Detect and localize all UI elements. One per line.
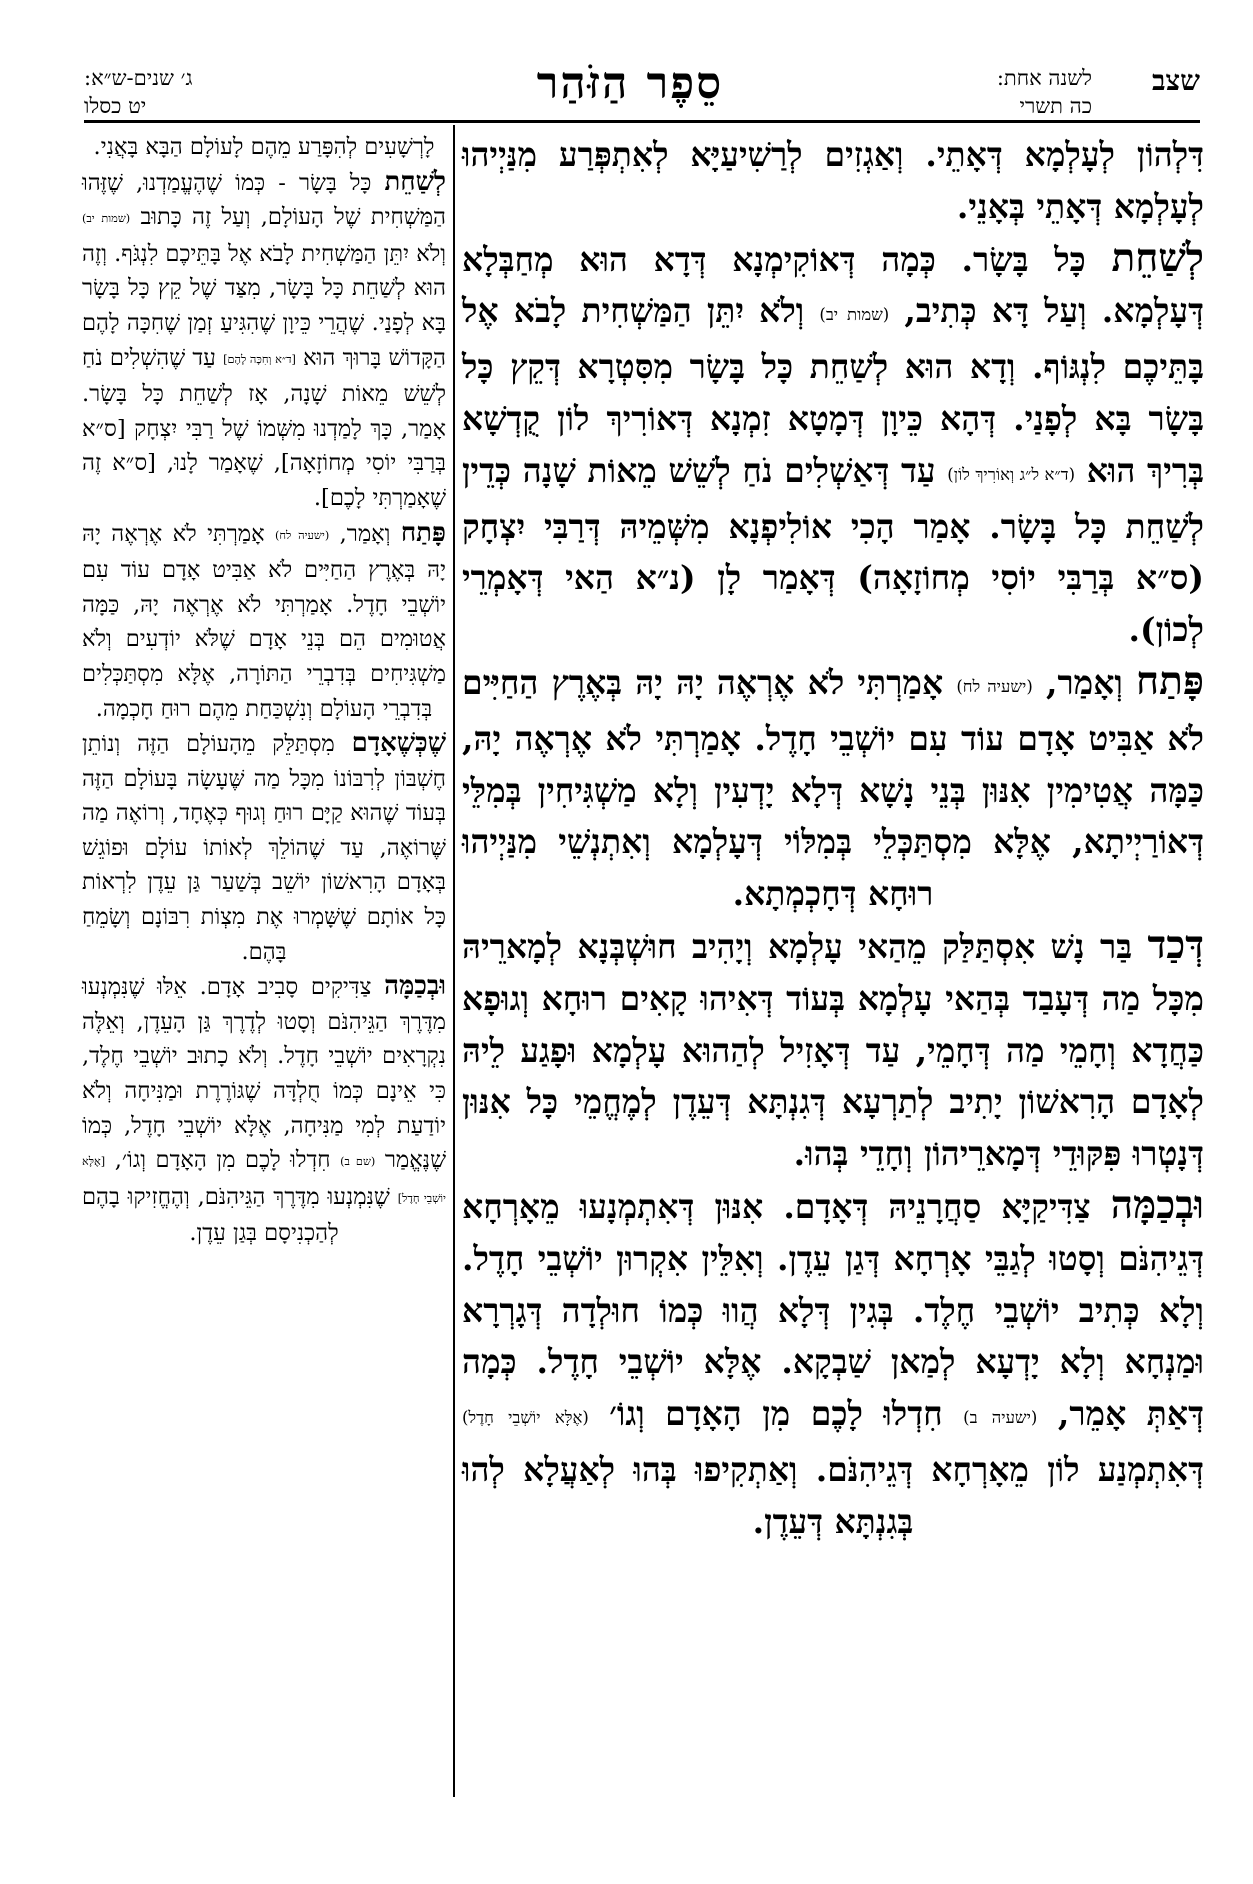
opening-word: פָּתַח xyxy=(1136,657,1204,704)
study-cycle-label: לשנה אחת: xyxy=(996,66,1092,90)
main-paragraph: פָּתַח וְאָמַר, (ישעיה לח) אָמַרְתִּי לֹא אֶרְאֶה יָהּ יָהּ בְּאֶרֶץ הַחַיִּים לֹא אַבִּיט אָדָם עוֹד עִם יוֹשְׁבֵי חָדֶל. אָמַרְתִּי לֹא אֶרְאֶה יָהּ, כַּמָּה אֲטִימִין אִנּוּן בְּנֵי נָשָׁא דְּלָא יָדְעִין וְלָא מַשְׁגִּיחִין בְּמִלֵּי דְּאוֹרַיְיתָא, אֶלָּא מִסְתַּכְּלֵי בְּמִלּוֹי דְּעָלְמָא וְאִתְנְשֵׁי מִנַּיְיהוּ רוּחָא דְּחָכְמְתָא. xyxy=(462,657,1204,914)
main-paragraph: לְשַׁחֵת כָּל בָּשָׂר. כְּמָה דְּאוֹקִימְנָא דְּדָא הוּא מְחַבְּלָא דְּעָלְמָא. וְעַל דָּא כְּתִיב, (שמות יב) וְלֹא יִתֵּן הַמַּשְׁחִית לָבֹא אֶל בָּתֵּיכֶם לִנְגּוֹף. וְדָא הוּא לְשַׁחֵת כָּל בָּשָׂר מִסִּטְרָא דְּקֵץ כָּל בָּשָׂר בָּא לְפָנַי. דְּהָא כֵּיוָן דְּמָטָא זִמְנָא דְּאוֹרִיךְ לוֹן קֻדְשָׁא בְּרִיךְ הוּא (ד״א ל״ג וְאוֹרִיךְ לוֹן) עַד דְּאַשְׁלִים נֹחַ לְשֵׁשׁ מֵאוֹת שָׁנָה כְּדֵין לְשַׁחֵת כָּל בָּשָׂר. אָמַר הָכִי אוֹלִיפְנָא מִשְּׁמֵיהּ דְּרַבִּי יִצְחָק (ס״א בְּרַבִּי יוֹסִי מְחוֹזָאָה) דְּאָמַר לָן (נ״א הַאי דְּאָמְרֵי לְכוֹן). xyxy=(462,234,1204,650)
verse-reference: (שמות יב) xyxy=(819,305,890,325)
variant-note: [ד״א וְחִכָּה לָהֶם] xyxy=(223,352,296,366)
side-paragraph: לָרְשָׁעִים לְהִפָּרַע מֵהֶם לָעוֹלָם הַבָּא בָּאֲנִי. xyxy=(93,134,435,160)
opening-word: דְּכַד xyxy=(1147,921,1204,968)
verse-reference: (שם ב) xyxy=(340,1155,376,1169)
variant-note: [אֶלָּא יוֹשְׁבֵי חָדֶל] xyxy=(82,1155,446,1205)
book-title: סֵפֶר הַזֹּהַר xyxy=(536,58,724,109)
side-paragraph: פָּתַח וְאָמַר, (ישעיה לח) אָמַרְתִּי לֹא אֶרְאֶה יָהּ יָהּ בְּאֶרֶץ הַחַיִּים לֹא אַבִּיט אָדָם עוֹד עִם יוֹשְׁבֵי חָדֶל. אָמַרְתִּי לֹא אֶרְאֶה יָהּ, כַּמָּה אֲטוּמִים הֵם בְּנֵי אָדָם שֶׁלֹּא יוֹדְעִים וְלֹא מַשְׁגִּיחִים בְּדִבְרֵי הַתּוֹרָה, אֶלָּא מִסְתַּכְּלִים בְּדִבְרֵי הָעוֹלָם וְנִשְׁכַּחַת מֵהֶם רוּחַ חָכְמָה. xyxy=(82,517,446,722)
opening-word: וּבְכַמָּה xyxy=(384,971,446,1002)
verse-reference: (ישעיה לח) xyxy=(275,528,330,542)
side-paragraph: לְשַׁחֵת כָּל בָּשָׂר - כְּמוֹ שֶׁהֶעֱמַדְנוּ, שֶׁזֶּהוּ הַמַּשְׁחִית שֶׁל הָעוֹלָם, וְעַל זֶה כָּתוּב (שמות יב) וְלֹא יִתֵּן הַמַּשְׁחִית לָבֹא אֶל בָּתֵּיכֶם לִנְגֹּף. וְזֶה הוּא לְשַׁחֵת כָּל בָּשָׂר, מִצַּד שֶׁל קֵץ כָּל בָּשָׂר בָּא לְפָנַי. שֶׁהֲרֵי כֵּיוָן שֶׁהִגִּיעַ זְמַן שֶׁחִכָּה לָהֶם הַקָּדוֹשׁ בָּרוּךְ הוּא [ד״א וְחִכָּה לָהֶם] עַד שֶׁהִשְׁלִים נֹחַ לְשֵׁשׁ מֵאוֹת שָׁנָה, אָז לְשַׁחֵת כָּל בָּשָׂר. אָמַר, כָּךְ לָמַדְנוּ מִשְּׁמוֹ שֶׁל רַבִּי יִצְחָק [ס״א בְּרַבִּי יוֹסִי מְחוֹזָאָה], שֶׁאָמַר לָנוּ, [ס״א זֶה שֶׁאָמַרְתִּי לָכֶם]. xyxy=(82,166,446,511)
opening-word: לְשַׁחֵת xyxy=(1111,234,1204,281)
study-date-secondary: יט כסלו xyxy=(84,94,147,118)
opening-word: לְשַׁחֵת xyxy=(384,166,446,197)
verse-reference: (ישעיה לח) xyxy=(956,676,1033,696)
study-date: כה תשרי xyxy=(1019,94,1092,118)
verse-reference: (שמות יב) xyxy=(82,212,131,226)
main-text-column xyxy=(462,128,1204,1548)
opening-word: שֶׁכְּשֶׁאָדָם xyxy=(351,728,446,759)
study-cycle-label-secondary: ג׳ שנים-ש״א: xyxy=(84,66,193,90)
translation-column xyxy=(82,130,446,1251)
side-paragraph: שֶׁכְּשֶׁאָדָם מִסְתַּלֵּק מֵהָעוֹלָם הַזֶּה וְנוֹתֵן חֶשְׁבּוֹן לְרִבּוֹנוֹ מִכָּל מַה שֶּׁעָשָׂה בָּעוֹלָם הַזֶּה בְּעוֹד שֶׁהוּא קַיָּם רוּחַ וְגוּף כְּאֶחָד, וְרוֹאֶה מַה שֶּׁרוֹאֶה, עַד שֶׁהוֹלֵךְ לְאוֹתוֹ עוֹלָם וּפוֹגֵשׁ בְּאָדָם הָרִאשׁוֹן יוֹשֵׁב בְּשַׁעַר גַּן עֵדֶן לִרְאוֹת כָּל אוֹתָם שֶׁשָּׁמְרוּ אֶת מִצְוֹת רִבּוֹנָם וְשָׂמֵחַ בָּהֶם. xyxy=(82,728,446,965)
variant-note: (ד״א ל״ג וְאוֹרִיךְ לוֹן) xyxy=(947,464,1076,484)
variant-note: (אֶלָּא יוֹשְׁבֵי חָדֶל) xyxy=(462,1408,589,1428)
opening-word: פָּתַח xyxy=(400,517,446,548)
page-header xyxy=(60,58,1200,134)
opening-word: וּבְכַמָּה xyxy=(1110,1181,1204,1228)
folio-number: שצב xyxy=(1152,64,1200,97)
main-paragraph: וּבְכַמָּה צַדִּיקַיָּא סַחֲרָנֵיהּ דְּאָדָם. אִנּוּן דְּאִתְמְנָעוּ מֵאָרְחָא דְּגֵיהִנֹּם וְסָטוּ לְגַבֵּי אָרְחָא דְּגַן עֵדֶן. וְאִלֵּין אִקְרוּן יוֹשְׁבֵי חָדֶל. וְלָא כְּתִיב יוֹשְׁבֵי חֶלֶד. בְּגִין דְּלָא הֲווּ כְּמוֹ חוּלְדָה דְּגָרְרָא וּמַנְחָא וְלָא יָדְעָא לְמַאן שַׁבְקָא. אֶלָּא יוֹשְׁבֵי חָדֶל. כְּמָה דְּאַתְּ אָמֵר, (ישעיה ב) חִדְלוּ לָכֶם מִן הָאָדָם וְגוֹ׳ (אֶלָּא יוֹשְׁבֵי חָדֶל) דְּאִתְמְנַע לוֹן מֵאָרְחָא דְּגֵיהִנֹּם. וְאַתְקִיפוּ בְּהוּ לְאַעֲלָא לְהוּ בְּגִנְתָּא דְּעֵדֶן. xyxy=(462,1181,1204,1541)
side-paragraph: וּבְכַמָּה צַדִּיקִים סָבִיב אָדָם. אֵלּוּ שֶׁנִּמְנְעוּ מִדֶּרֶךְ הַגֵּיהִנֹּם וְסָטוּ לְדֶרֶךְ גַּן הָעֵדֶן, וְאֵלֶּה נִקְרָאִים יוֹשְׁבֵי חָדֶל. וְלֹא כָתוּב יוֹשְׁבֵי חֶלֶד, כִּי אֵינָם כְּמוֹ חֻלְדָּה שֶׁגּוֹרֶרֶת וּמַנִּיחָה וְלֹא יוֹדַעַת לְמִי מַנִּיחָה, אֶלָּא יוֹשְׁבֵי חָדֶל, כְּמוֹ שֶׁנֶּאֱמַר (שם ב) חִדְלוּ לָכֶם מִן הָאָדָם וְגוֹ׳, [אֶלָּא יוֹשְׁבֵי חָדֶל] שֶׁנִּמְנְעוּ מִדֶּרֶךְ הַגֵּיהִנֹּם, וְהֶחֱזִיקוּ בָהֶם לְהַכְנִיסָם בְּגַן עֵדֶן. xyxy=(82,971,447,1247)
main-paragraph: דְּכַד בַּר נָשׁ אִסְתַּלַּק מֵהַאי עָלְמָא וְיָהִיב חוּשְׁבְּנָא לְמָארֵיהּ מִכָּל מַה דְּעָבַד בְּהַאי עָלְמָא בְּעוֹד דְּאִיהוּ קָאִים רוּחָא וְגוּפָא כַּחֲדָא וְחָמֵי מַה דְּחָמֵי, עַד דְּאָזִיל לְהַהוּא עָלְמָא וּפָגַע לֵיהּ לְאָדָם הָרִאשׁוֹן יָתִיב לְתַרְעָא דְּגִנְתָּא דְּעֵדֶן לְמֶחֱמֵי כָּל אִנּוּן דְּנָטְרוּ פִּקּוּדֵי דְּמָארֵיהוֹן וְחָדֵי בְּהוּ. xyxy=(462,921,1204,1174)
verse-reference: (ישעיה ב) xyxy=(963,1408,1038,1428)
main-paragraph: דִּלְהוֹן לְעָלְמָא דְּאָתֵי. וְאַגְזִים לְרַשִׁיעַיָּא לְאִתְפְּרַע מִנַּיְיהוּ לְעָלְמָא דְּאָתֵי בְּאָנֵי. xyxy=(462,135,1204,226)
column-divider xyxy=(453,125,455,1797)
header-rule xyxy=(84,120,1200,123)
